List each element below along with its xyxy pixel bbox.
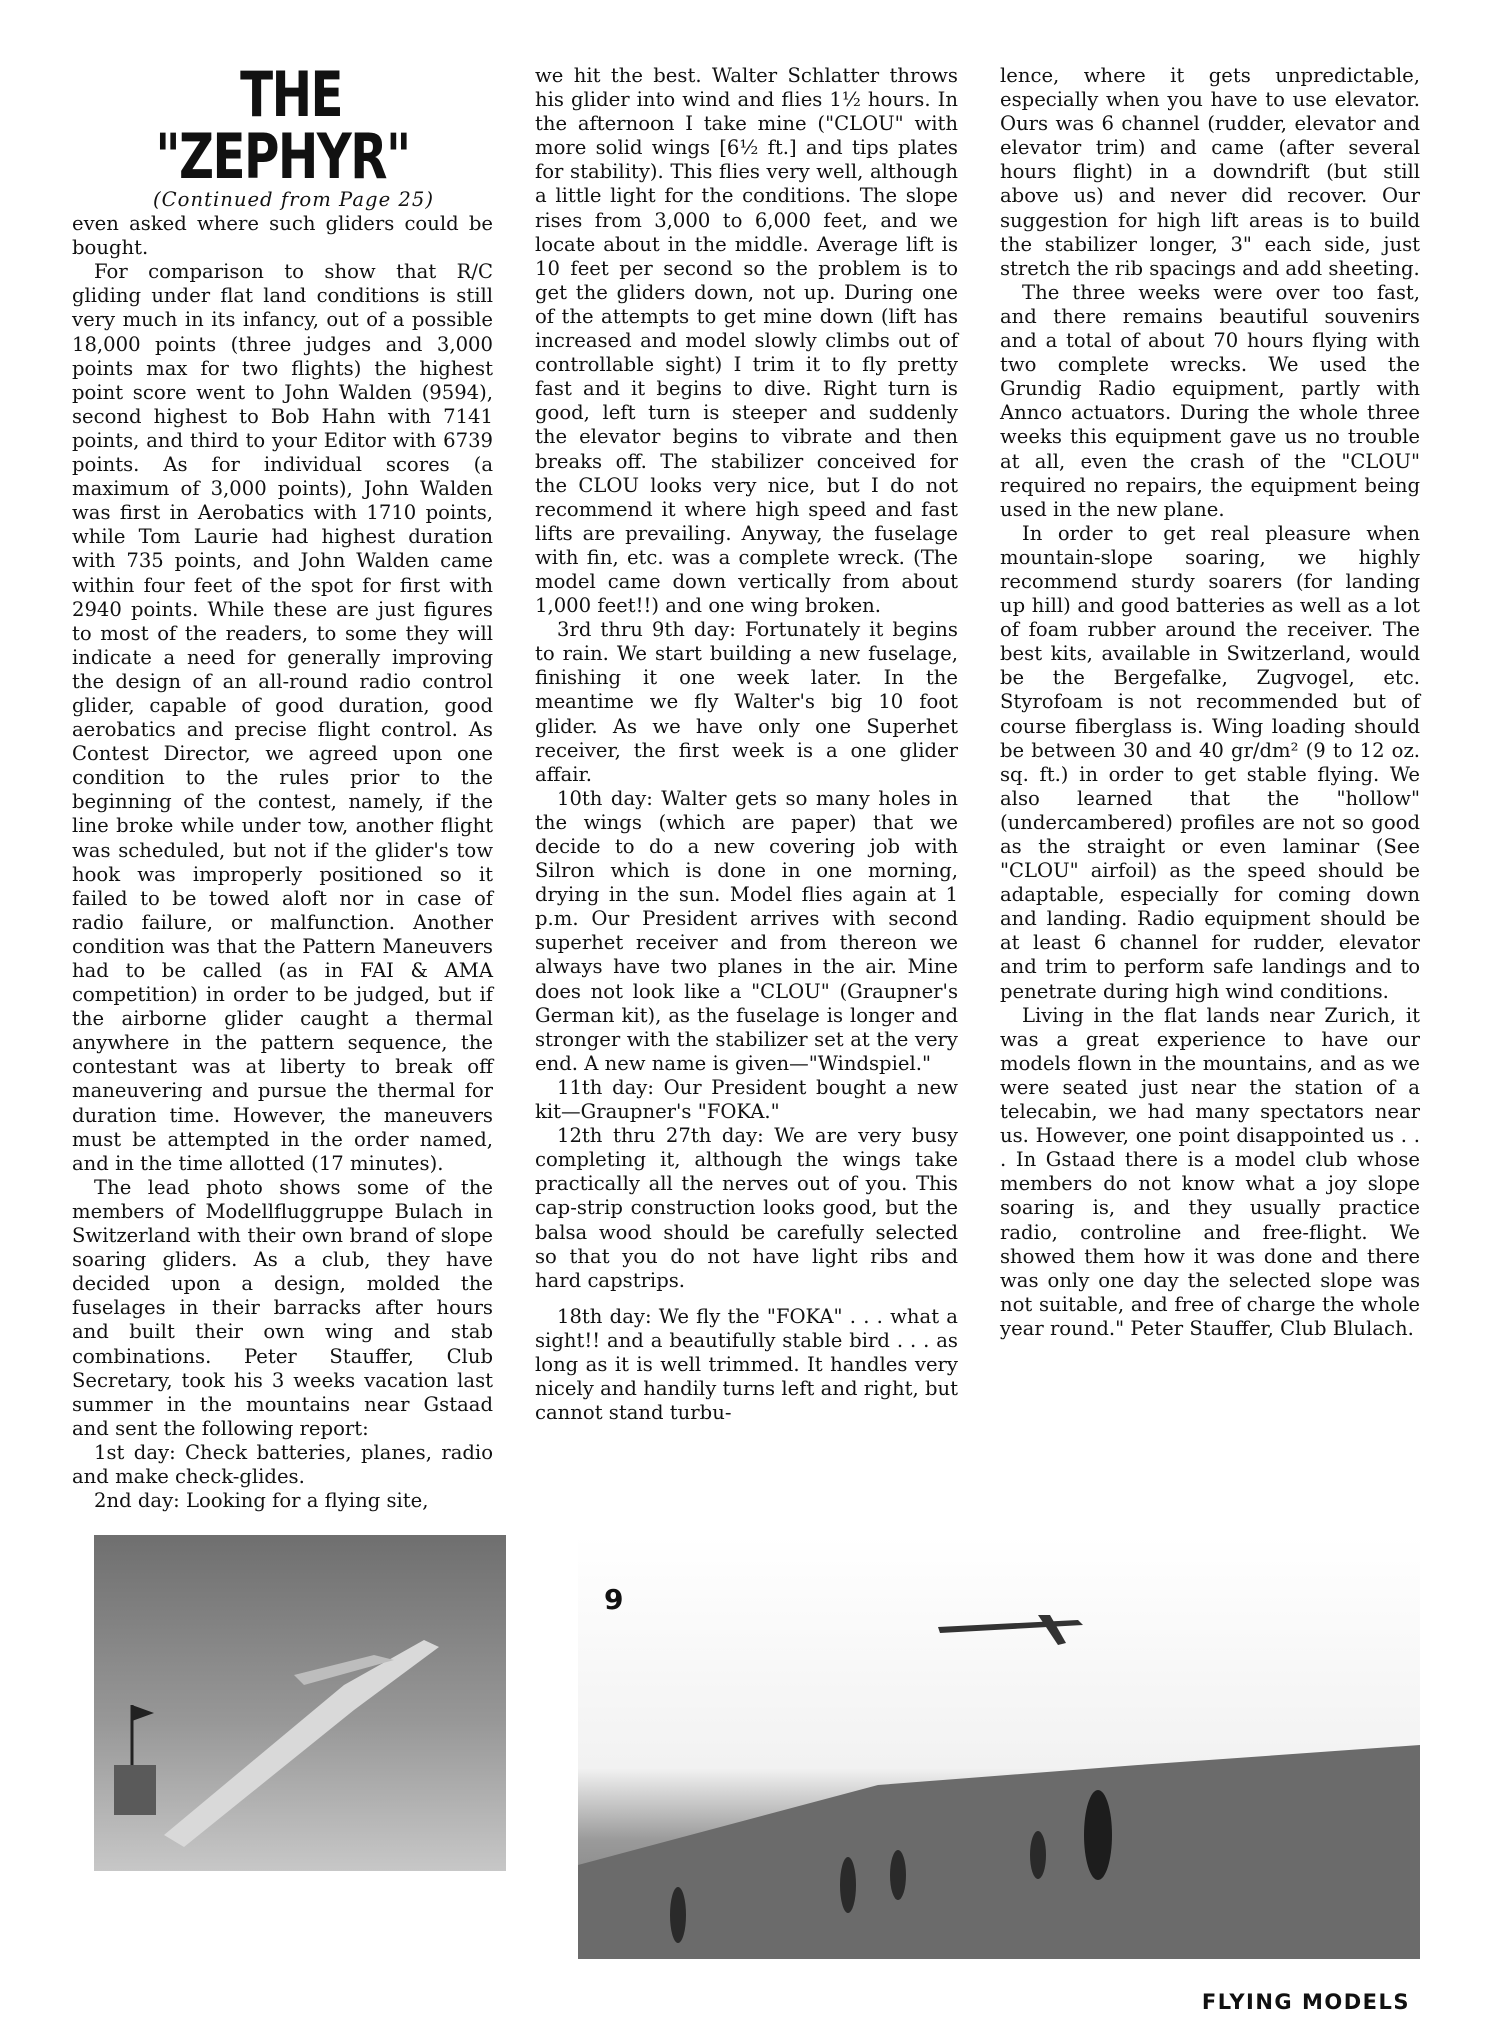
paragraph: even asked where such gliders could be bought. [72, 212, 493, 260]
article-headline: THE "ZEPHYR" [155, 58, 410, 193]
photo-number: 9 [604, 1583, 624, 1616]
paragraph: lence, where it gets unpredictable, especially when you have to use elevator. Ours was 6 channel (rudder, elevator and elevator trim) and came (after several hours flight) in a downdrift (but still above us) and never did recover. Our suggestion for high lift areas is to build the stabilizer longer, 3" each side, just stretch the rib spacings and add sheeting. [1000, 64, 1420, 280]
column-1 [72, 58, 493, 1513]
paragraph: 11th day: Our President bought a new kit—Graupner's "FOKA." [535, 1075, 958, 1124]
paragraph: we hit the best. Walter Schlatter throws his glider into wind and flies 1½ hours. In the afternoon I take mine ("CLOU" with more solid wings [6½ ft.] and tips plates for stability). This flies very well, although a little light for the conditions. The slope rises from 3,000 to 6,000 feet, and we locate about in the middle. Average lift is 10 feet per second so the problem is to get the gliders down, not up. During one of the attempts to get mine down (lift has increased and model slowly climbs out of controllable sight) I trim it to fly pretty fast and it begins to dive. Right turn is good, left turn is steeper and suddenly the elevator begins to vibrate and then breaks off. The stabilizer conceived for the CLOU looks very nice, but I do not recommend it where high speed and fast lifts are prevailing. Anyway, the fuselage with fin, etc. was a complete wreck. (The model came down vertically from about 1,000 feet!!) and one wing broken. [535, 64, 958, 618]
glider-photo-right [578, 1535, 1420, 1959]
paragraph: The lead photo shows some of the members of Modellfluggruppe Bulach in Switzerland with their own brand of slope soaring gliders. As a club, they have decided upon a design, molded the fuselages in their barracks after hours and built their own wing and stab combinations. Peter Stauffer, Club Secretary, took his 3 weeks vacation last summer in the mountains near Gstaad and sent the following report: [72, 1175, 493, 1440]
hand-launch-image [578, 1535, 1420, 1959]
glider-on-ground-image [94, 1535, 506, 1871]
paragraph: The three weeks were over too fast, and there remains beautiful souvenirs and a total of about 70 hours flying with two complete wrecks. We used the Grundig Radio equipment, partly with Annco actuators. During the whole three weeks this equipment gave us no trouble at all, even the crash of the "CLOU" required no repairs, the equipment being used in the new plane. [1000, 280, 1420, 521]
paragraph: 12th thru 27th day: We are very busy completing it, although the wings take practically all the nerves out of you. This cap-strip construction looks good, but the balsa wood should be carefully selected so that you do not have light ribs and hard capstrips. [535, 1124, 958, 1292]
paragraph: For comparison to show that R/C gliding under flat land conditions is still very much in its infancy, out of a possible 18,000 points (three judges and 3,000 points max for two flights) the highest point score went to John Walden (9594), second highest to Bob Hahn with 7141 points, and third to your Editor with 6739 points. As for individual scores (a maximum of 3,000 points), John Walden was first in Aerobatics with 1710 points, while Tom Laurie had highest duration with 735 points, and John Walden came within four feet of the spot for first with 2940 points. While these are just figures to most of the readers, to some they will indicate a need for generally improving the design of an all-round radio control glider, capable of good duration, good aerobatics and precise flight control. As Contest Director, we agreed upon one condition to the rules prior to the beginning of the contest, namely, if the line broke while under tow, another flight was scheduled, but not if the glider's tow hook was improperly positioned so it failed to be towed aloft nor in case of radio failure, or malfunction. Another condition was that the Pattern Maneuvers had to be called (as in FAI & AMA competition) in order to be judged, but if the airborne glider caught a thermal anywhere in the pattern sequence, the contestant was at liberty to break off maneuvering and pursue the thermal for duration time. However, the maneuvers must be attempted in the order named, and in the time allotted (17 minutes). [72, 260, 493, 1175]
paragraph: Living in the flat lands near Zurich, it was a great experience to have our models flown in the mountains, and as we were seated just near the station of a telecabin, we had many spectators near us. However, one point disappointed us . . . In Gstaad there is a model club whose members do not know what a joy slope soaring is, and they usually practice radio, controline and free-flight. We showed them how it was done and there was only one day the selected slope was not suitable, and free of charge the whole year round." Peter Stauffer, Club Blulach. [1000, 1003, 1420, 1340]
paragraph: 2nd day: Looking for a flying site, [94, 1489, 429, 1513]
paragraph: In order to get real pleasure when mountain-slope soaring, we highly recommend sturdy soarers (for landing up hill) and good batteries as well as a lot of foam rubber around the receiver. The best kits, available in Switzerland, would be the Bergefalke, Zugvogel, etc. Styrofoam is not recommended but of course fiberglass is. Wing loading should be between 30 and 40 gr/dm² (9 to 12 oz. sq. ft.) in order to get stable flying. We also learned that the "hollow" (undercambered) profiles are not so good as the straight or even laminar (See "CLOU" airfoil) as the speed should be adaptable, especially for coming down and landing. Radio equipment should be at least 6 channel for rudder, elevator and trim to perform safe landings and to penetrate during high wind conditions. [1000, 521, 1420, 1003]
column-2 [535, 64, 958, 1425]
paragraph: 10th day: Walter gets so many holes in the wings (which are paper) that we decide to do a new covering job with Silron which is done in one morning, drying in the sun. Model flies again at 1 p.m. Our President arrives with second superhet receiver and from thereon we always have two planes in the air. Mine does not look like a "CLOU" (Graupner's German kit), as the fuselage is longer and stronger with the stabilizer set at the very end. A new name is given—"Windspiel." [535, 786, 958, 1075]
continued-from-note: (Continued from Page 25) [153, 188, 434, 211]
paragraph: 18th day: We fly the "FOKA" . . . what a sight!! and a beautifully stable bird . . . as long as it is well trimmed. It handles very nicely and handily turns left and right, but cannot stand turbu- [535, 1304, 958, 1425]
paragraph: 1st day: Check batteries, planes, radio and make check-glides. [72, 1440, 493, 1488]
magazine-footer: FLYING MODELS [1201, 1990, 1410, 2014]
glider-photo-left [94, 1535, 506, 1871]
paragraph: 3rd thru 9th day: Fortunately it begins to rain. We start building a new fuselage, finishing it one week later. In the meantime we fly Walter's big 10 foot glider. As we have only one Superhet receiver, the first week is a one glider affair. [535, 618, 958, 786]
column-3 [1000, 64, 1420, 1341]
